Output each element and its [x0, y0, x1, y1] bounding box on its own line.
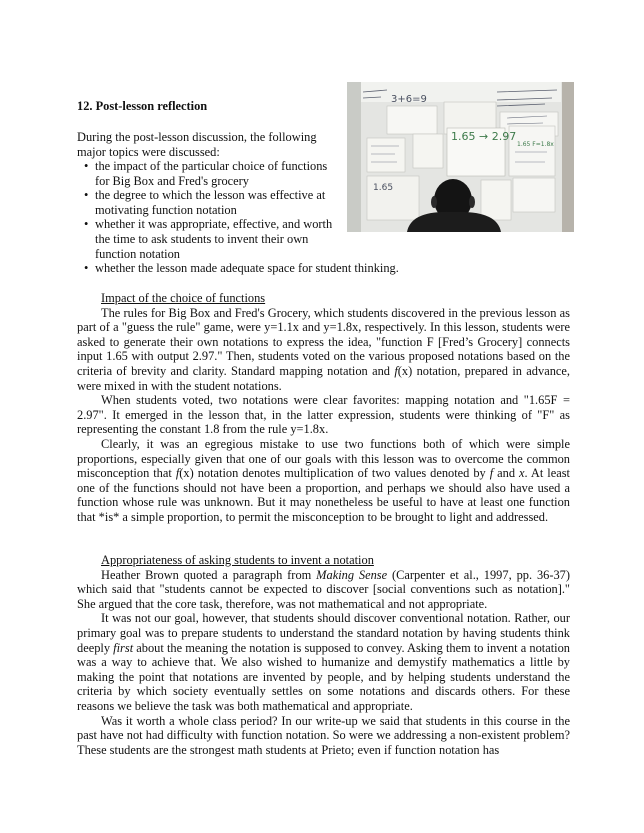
topic-item: • whether it was appropriate, effective, and worth the time to ask students to invent their own function notation: [84, 217, 333, 261]
topic-item: • the degree to which the lesson was effective at motivating function notation: [84, 188, 326, 217]
svg-text:1.65: 1.65: [373, 183, 394, 193]
appropriateness-title: Appropriateness of asking students to invent a notation: [101, 553, 374, 567]
impact-paragraph-3: Clearly, it was an egregious mistake to use two functions both of which were simple proportions, especially given that one of our goals with this lesson was to overcome the common misconception that f(x) notation denotes multiplication of two values denoted by f and x. At least one of the functions should not have been a proportion, and perhaps we should also have used a function whose rule was unknown. But it may nonetheless be useful to have at least one function that *is* a simple proportion, to permit the misconception to be brought to light and addressed.: [77, 436, 570, 524]
section-appropriateness: [77, 553, 570, 757]
impact-title: Impact of the choice of functions: [101, 291, 266, 305]
impact-paragraph-1: The rules for Big Box and Fred's Grocery, which students discovered in the previous lesson as part of a "guess the rule" game, were y=1.1x and y=1.8x, respectively. In this lesson, students were asked to generate their own notations to express the idea, "function F [Fred’s Grocery] connects input 1.65 with output 2.97." Then, students voted on the various proposed notations based on the criteria of brevity and clarity. Standard mapping notation and f(x) notation, prepared in advance, were mixed in with the student notations.: [77, 305, 570, 393]
intro-paragraph: During the post-lesson discussion, the following major topics were discussed:: [77, 130, 317, 159]
section-impact: [77, 291, 570, 525]
impact-paragraph-2: When students voted, two notations were clear favorites: mapping notation and "1.65F = 2.97". It emerged in the lesson that, in the latter expression, students were thinking of "F" as representing the constant 1.8 from the rule y=1.8x.: [77, 393, 570, 437]
board-text-equation: 1.65 F=1.8x: [517, 141, 554, 148]
appropriateness-paragraph-2: It was not our goal, however, that students should discover conventional notation. Rather, our primary goal was to prepare students to understand the standard notation by having students think deeply first about the meaning the notation is supposed to convey. Asking them to invent a notation was a way to achieve that. We also wished to humanize and demystify mathematics a little by making the point that notations are invented by people, and by helping students understand the criteria by which society eventually settles on some notations and discards others. For these reasons we believe the task was both mathematical and appropriate.: [77, 611, 570, 713]
board-text-sum: 3+6=9: [391, 94, 427, 105]
topic-item: • the impact of the particular choice of functions for Big Box and Fred's grocery: [84, 159, 328, 188]
topic-item: • whether the lesson made adequate space for student thinking.: [84, 261, 399, 276]
appropriateness-paragraph-3: Was it worth a whole class period? In our write-up we said that students in this course in the past have not had difficulty with function notation. So were we addressing a non-existent problem? These students are the strongest math students at Prieto; even if function notation has: [77, 713, 570, 757]
board-text-mapping: 1.65 → 2.97: [451, 130, 517, 143]
topic-list: [84, 159, 424, 276]
section-heading: 12. Post-lesson reflection: [77, 99, 208, 113]
appropriateness-paragraph-1: Heather Brown quoted a paragraph from Making Sense (Carpenter et al., 1997, pp. 36-37) which said that "students cannot be expected to discover [social conventions such as notation]." She argued that the core task, therefore, was not mathematical and not appropriate.: [77, 567, 570, 611]
